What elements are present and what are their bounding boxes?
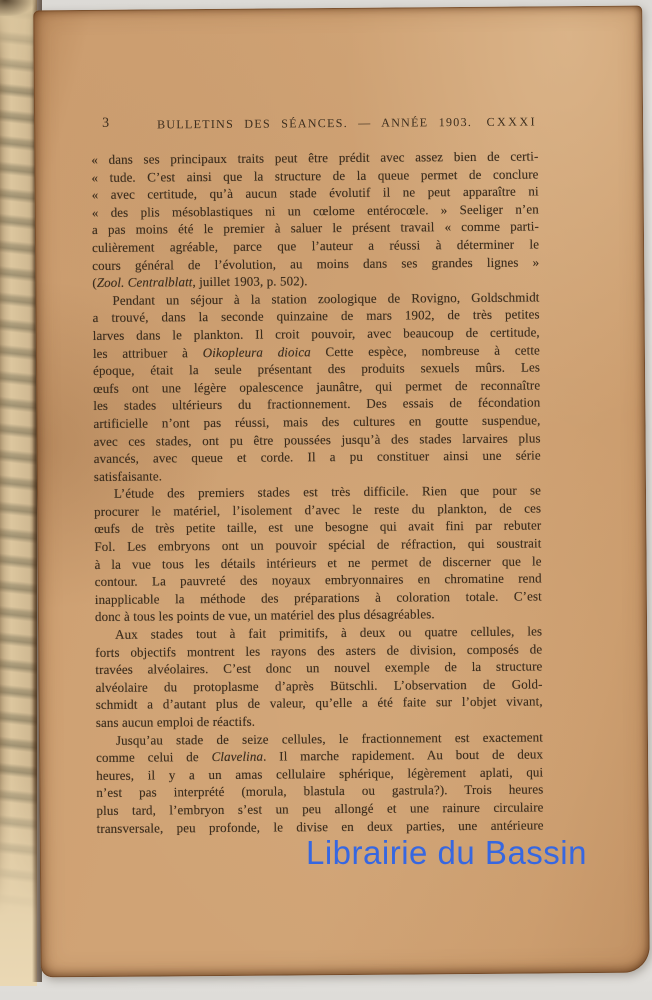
text-segment: a trouvé, dans la seconde quinzaine de mars 1902, de très petites	[92, 306, 540, 326]
text-segment: les stades ultérieurs du fractionnement. Des essais de fécondation	[93, 394, 541, 414]
text-line	[92, 253, 539, 274]
text-segment: « avec certitude, qu’à aucun stade évolutif il ne peut apparaître ni	[91, 183, 539, 203]
text-segment: transversale, peu profonde, le divise en deux parties, une antérieure	[96, 816, 544, 836]
text-block	[91, 147, 543, 837]
text-segment: « des plis mésoblastiques ni un cœlome entérocœle. » Seeliger n’en	[91, 201, 539, 220]
text-segment: . Il marche rapidement. Au bout de deux	[262, 746, 544, 764]
text-segment: (	[92, 275, 97, 291]
text-segment: travées alvéolaires. C’est donc un nouvel exemple de la structure	[95, 658, 543, 678]
folio-number: CXXXI	[486, 114, 538, 129]
text-segment: cours général de l’évolution, au moins dans ses grandes lignes »	[92, 254, 540, 273]
watermark-text: Librairie du Bassin	[306, 834, 587, 871]
text-segment: artificielle n’ont pas réussi, mais des cultures en goutte suspendue,	[93, 412, 541, 431]
text-segment: inapplicable la méthode des préparations à coloration totale. C’est	[94, 588, 542, 607]
italic-term: Clavelina	[211, 748, 264, 765]
text-segment: , juillet 1903, p. 502).	[192, 273, 308, 290]
page-header	[91, 114, 538, 133]
text-segment: forts objectifs montrent les rayons des asters de division, composés de	[95, 641, 543, 660]
text-segment: sans aucun emploi de réactifs.	[95, 713, 256, 730]
text-segment: procurer le matériel, l’isolement d’avec le reste du plankton, de ces	[94, 500, 542, 519]
top-left-shadow	[0, 0, 34, 16]
text-segment: Cette espèce, nombreuse à cette	[310, 341, 540, 359]
text-segment: œufs de très petite taille, est une besogne qui avait fini par rebuter	[94, 517, 542, 537]
italic-term: Zool. Centralblatt	[96, 274, 193, 291]
paragraph	[95, 622, 543, 731]
text-segment: larves dans le plankton. Il croit pouvoir, avec beaucoup de certitude,	[92, 324, 540, 343]
text-segment: heures, il y a un amas cellulaire sphérique, légèrement aplati, qui	[96, 764, 544, 783]
text-line	[96, 693, 543, 714]
text-segment: Pendant un séjour à la station zoologique de Rovigno, Goldschmidt	[112, 289, 540, 308]
text-segment: a pas moins été le premier à saluer le présent travail « comme parti-	[91, 218, 539, 238]
italic-term: Oikopleura dioica	[202, 343, 311, 360]
text-segment: « dans ses principaux traits peut être prédit avec assez bien de certi-	[91, 148, 539, 167]
text-segment: culièrement agréable, parce que l’auteur a réussi à déterminer le	[92, 236, 540, 255]
text-segment: époque, était la seule présentant des produits sexuels mûrs. Les	[92, 359, 541, 379]
text-segment: avancés, avec queue et corde. Il a pu constituer ainsi une série	[93, 447, 541, 467]
text-segment: alvéolaire du protoplasme d’après Bütschli. L’observation de Gold-	[95, 676, 543, 695]
text-segment: les attribuer à	[92, 344, 203, 361]
text-segment: œufs ont une légère opalescence jaunâtre, qui permet de reconnaître	[93, 377, 541, 396]
text-segment: L’étude des premiers stades est très difficile. Rien que pour se	[113, 482, 542, 502]
paragraph	[92, 288, 541, 485]
text-segment: plus tard, l’embryon s’est un peu allongé et une rainure circulaire	[96, 799, 544, 818]
paragraph	[94, 482, 542, 626]
text-segment: Jusqu’au stade de seize cellules, le fractionnement est exactement	[115, 729, 543, 748]
text-segment: donc à tous les points de vue, un matériel des plus désagréables.	[94, 606, 435, 625]
book-page	[33, 6, 650, 978]
paragraph	[91, 147, 539, 291]
text-line	[94, 447, 541, 468]
text-segment: satisfaisante.	[93, 468, 163, 484]
text-segment: schmidt a d’autant plus de valeur, qu’elle a été faite sur l’objet vivant,	[95, 693, 543, 713]
text-segment: contour. La pauvreté des noyaux embryonnaires en chromatine rend	[94, 570, 542, 590]
text-segment: n’est pas interprété (morula, blastula ou gastrula?). Trois heures	[96, 781, 544, 801]
text-segment: Aux stades tout à fait primitifs, à deux ou quatre cellules, les	[115, 623, 543, 642]
text-segment: Fol. Les embryons ont un pouvoir spécial de réfraction, qui soustrait	[94, 535, 542, 555]
page-number: 3	[102, 115, 110, 131]
running-title: BULLETINS DES SÉANCES. — ANNÉE 1903.	[156, 114, 473, 132]
paragraph	[96, 728, 544, 837]
text-segment: « tude. C’est ainsi que la structure de la queue permet de conclure	[91, 166, 539, 185]
text-segment: avec ces stades, ont pu être poussées jusqu’à des stades larvaires plus	[93, 429, 541, 449]
text-segment: comme celui de	[96, 749, 212, 766]
text-segment: à la vue tous les détails intérieurs et ne permet de discerner que le	[94, 553, 542, 572]
